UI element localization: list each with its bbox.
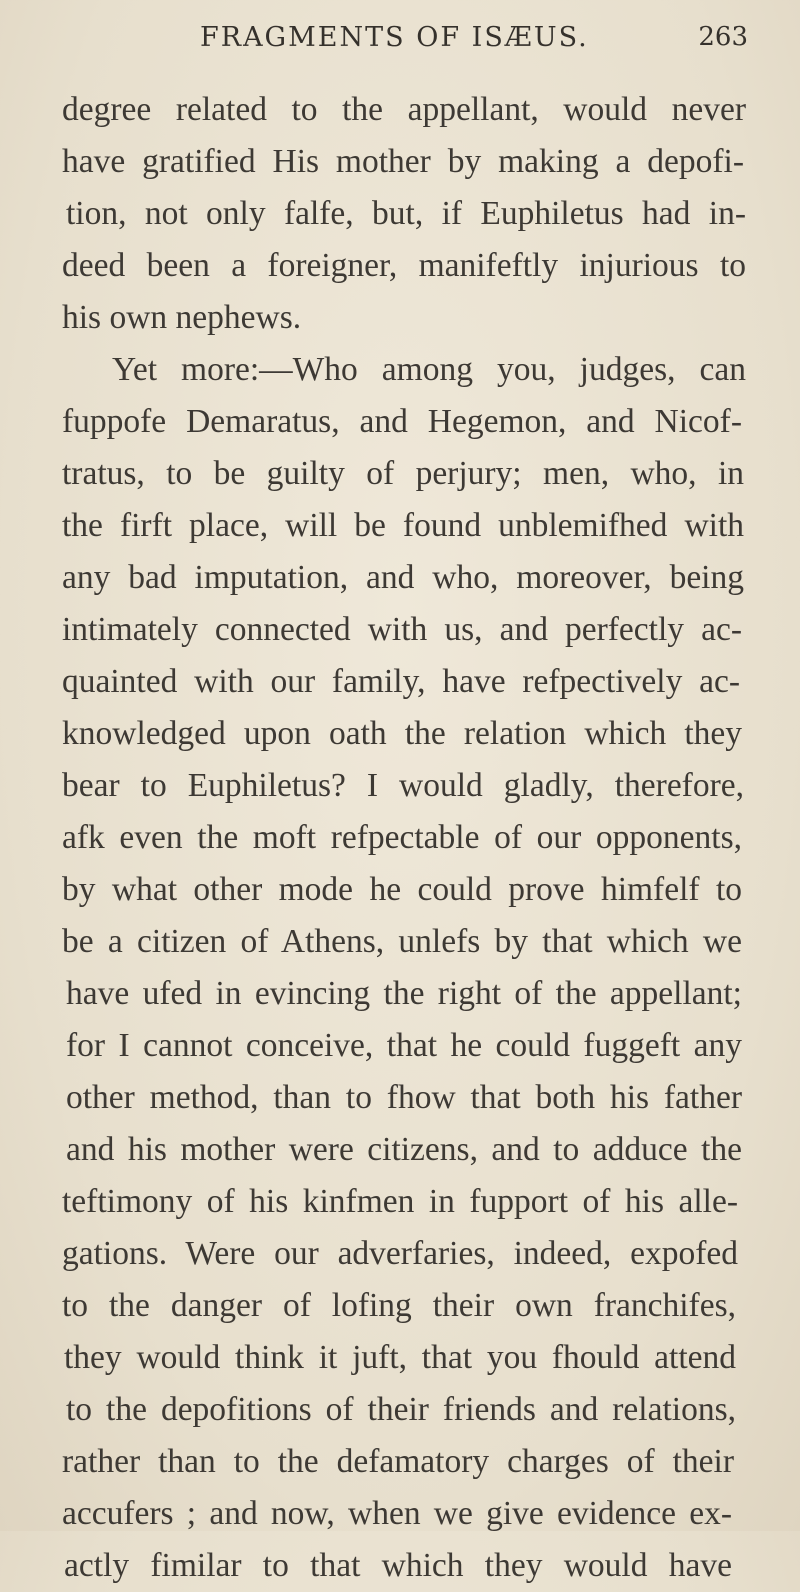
text-line: intimately connected with us, and perfectly ac- <box>62 611 742 648</box>
text-line: Yet more:—Who among you, judges, can <box>112 351 746 388</box>
text-line: they would think it juft, that you fhould attend <box>64 1339 736 1376</box>
text-line: gations. Were our adverfaries, indeed, expofed <box>62 1235 738 1272</box>
running-title: FRAGMENTS OF ISÆUS. <box>200 22 589 53</box>
text-line: for I cannot conceive, that he could fuggeft any <box>66 1027 742 1064</box>
text-line: other method, than to fhow that both his father <box>66 1079 742 1116</box>
text-line: have ufed in evincing the right of the appellant; <box>66 975 742 1012</box>
text-line: deed been a foreigner, manifeftly injurious to <box>62 247 746 284</box>
text-line: to the depofitions of their friends and relations, <box>66 1391 736 1428</box>
page-number: 263 <box>698 22 748 52</box>
text-line: actly fimilar to that which they would have <box>64 1547 732 1584</box>
text-line: afk even the moft refpectable of our opponents, <box>62 819 742 856</box>
text-line: knowledged upon oath the relation which they <box>62 715 742 752</box>
text-line: any bad imputation, and who, moreover, being <box>62 559 744 596</box>
text-line: his own nephews. <box>62 299 302 336</box>
text-line: and his mother were citizens, and to adduce the <box>66 1131 742 1168</box>
text-line: tratus, to be guilty of perjury; men, who, in <box>62 455 744 492</box>
text-line: by what other mode he could prove himfelf to <box>62 871 742 908</box>
text-line: quainted with our family, have refpectively ac- <box>62 663 740 700</box>
text-line: bear to Euphiletus? I would gladly, therefore, <box>62 767 744 804</box>
text-line: have gratified His mother by making a depofi- <box>62 143 744 180</box>
text-line: degree related to the appellant, would never <box>62 91 746 128</box>
text-line: tion, not only falfe, but, if Euphiletus had in- <box>66 195 746 232</box>
text-line: teftimony of his kinfmen in fupport of his alle- <box>62 1183 738 1220</box>
text-line: rather than to the defamatory charges of their <box>62 1443 734 1480</box>
text-line: fuppofe Demaratus, and Hegemon, and Nicof- <box>62 403 742 440</box>
text-line: accufers ; and now, when we give evidence ex- <box>62 1495 732 1532</box>
text-line: be a citizen of Athens, unlefs by that which we <box>62 923 742 960</box>
running-head <box>200 22 748 56</box>
text-line: to the danger of lofing their own franchifes, <box>62 1287 736 1324</box>
text-line: the firft place, will be found unblemifhed with <box>62 507 744 544</box>
